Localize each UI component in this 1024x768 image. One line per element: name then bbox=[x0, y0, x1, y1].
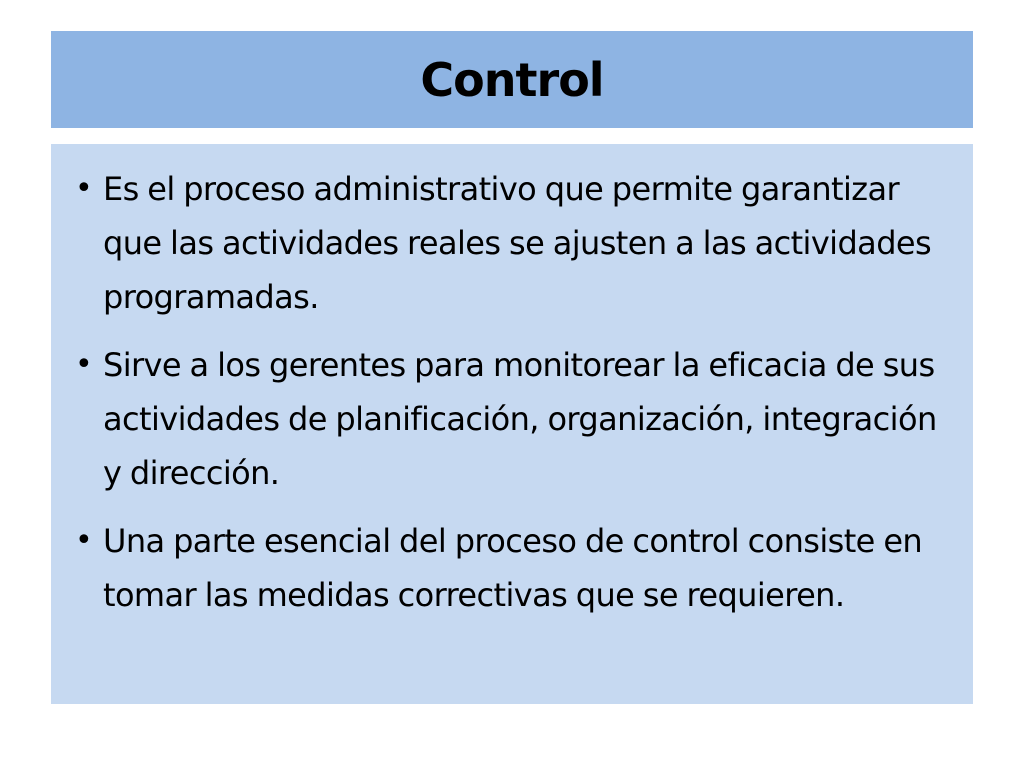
bullet-item bbox=[71, 514, 953, 622]
bullet-text: Sirve a los gerentes para monitorear la eficacia de sus actividades de planificación, organización, integración y dirección. bbox=[103, 346, 937, 492]
bullet-text: Una parte esencial del proceso de control consiste en tomar las medidas correctivas que se requieren. bbox=[103, 522, 923, 614]
title-banner bbox=[51, 31, 973, 128]
bullet-item bbox=[71, 162, 953, 324]
bullet-dot-icon: • bbox=[75, 171, 93, 206]
bullet-dot-icon: • bbox=[75, 523, 93, 558]
slide-title: Control bbox=[420, 52, 604, 107]
bullet-dot-icon: • bbox=[75, 347, 93, 382]
content-panel bbox=[51, 144, 973, 704]
bullet-list bbox=[71, 162, 953, 622]
bullet-item bbox=[71, 338, 953, 500]
bullet-text: Es el proceso administrativo que permite garantizar que las actividades reales se ajusten a las actividades programadas. bbox=[103, 170, 932, 316]
